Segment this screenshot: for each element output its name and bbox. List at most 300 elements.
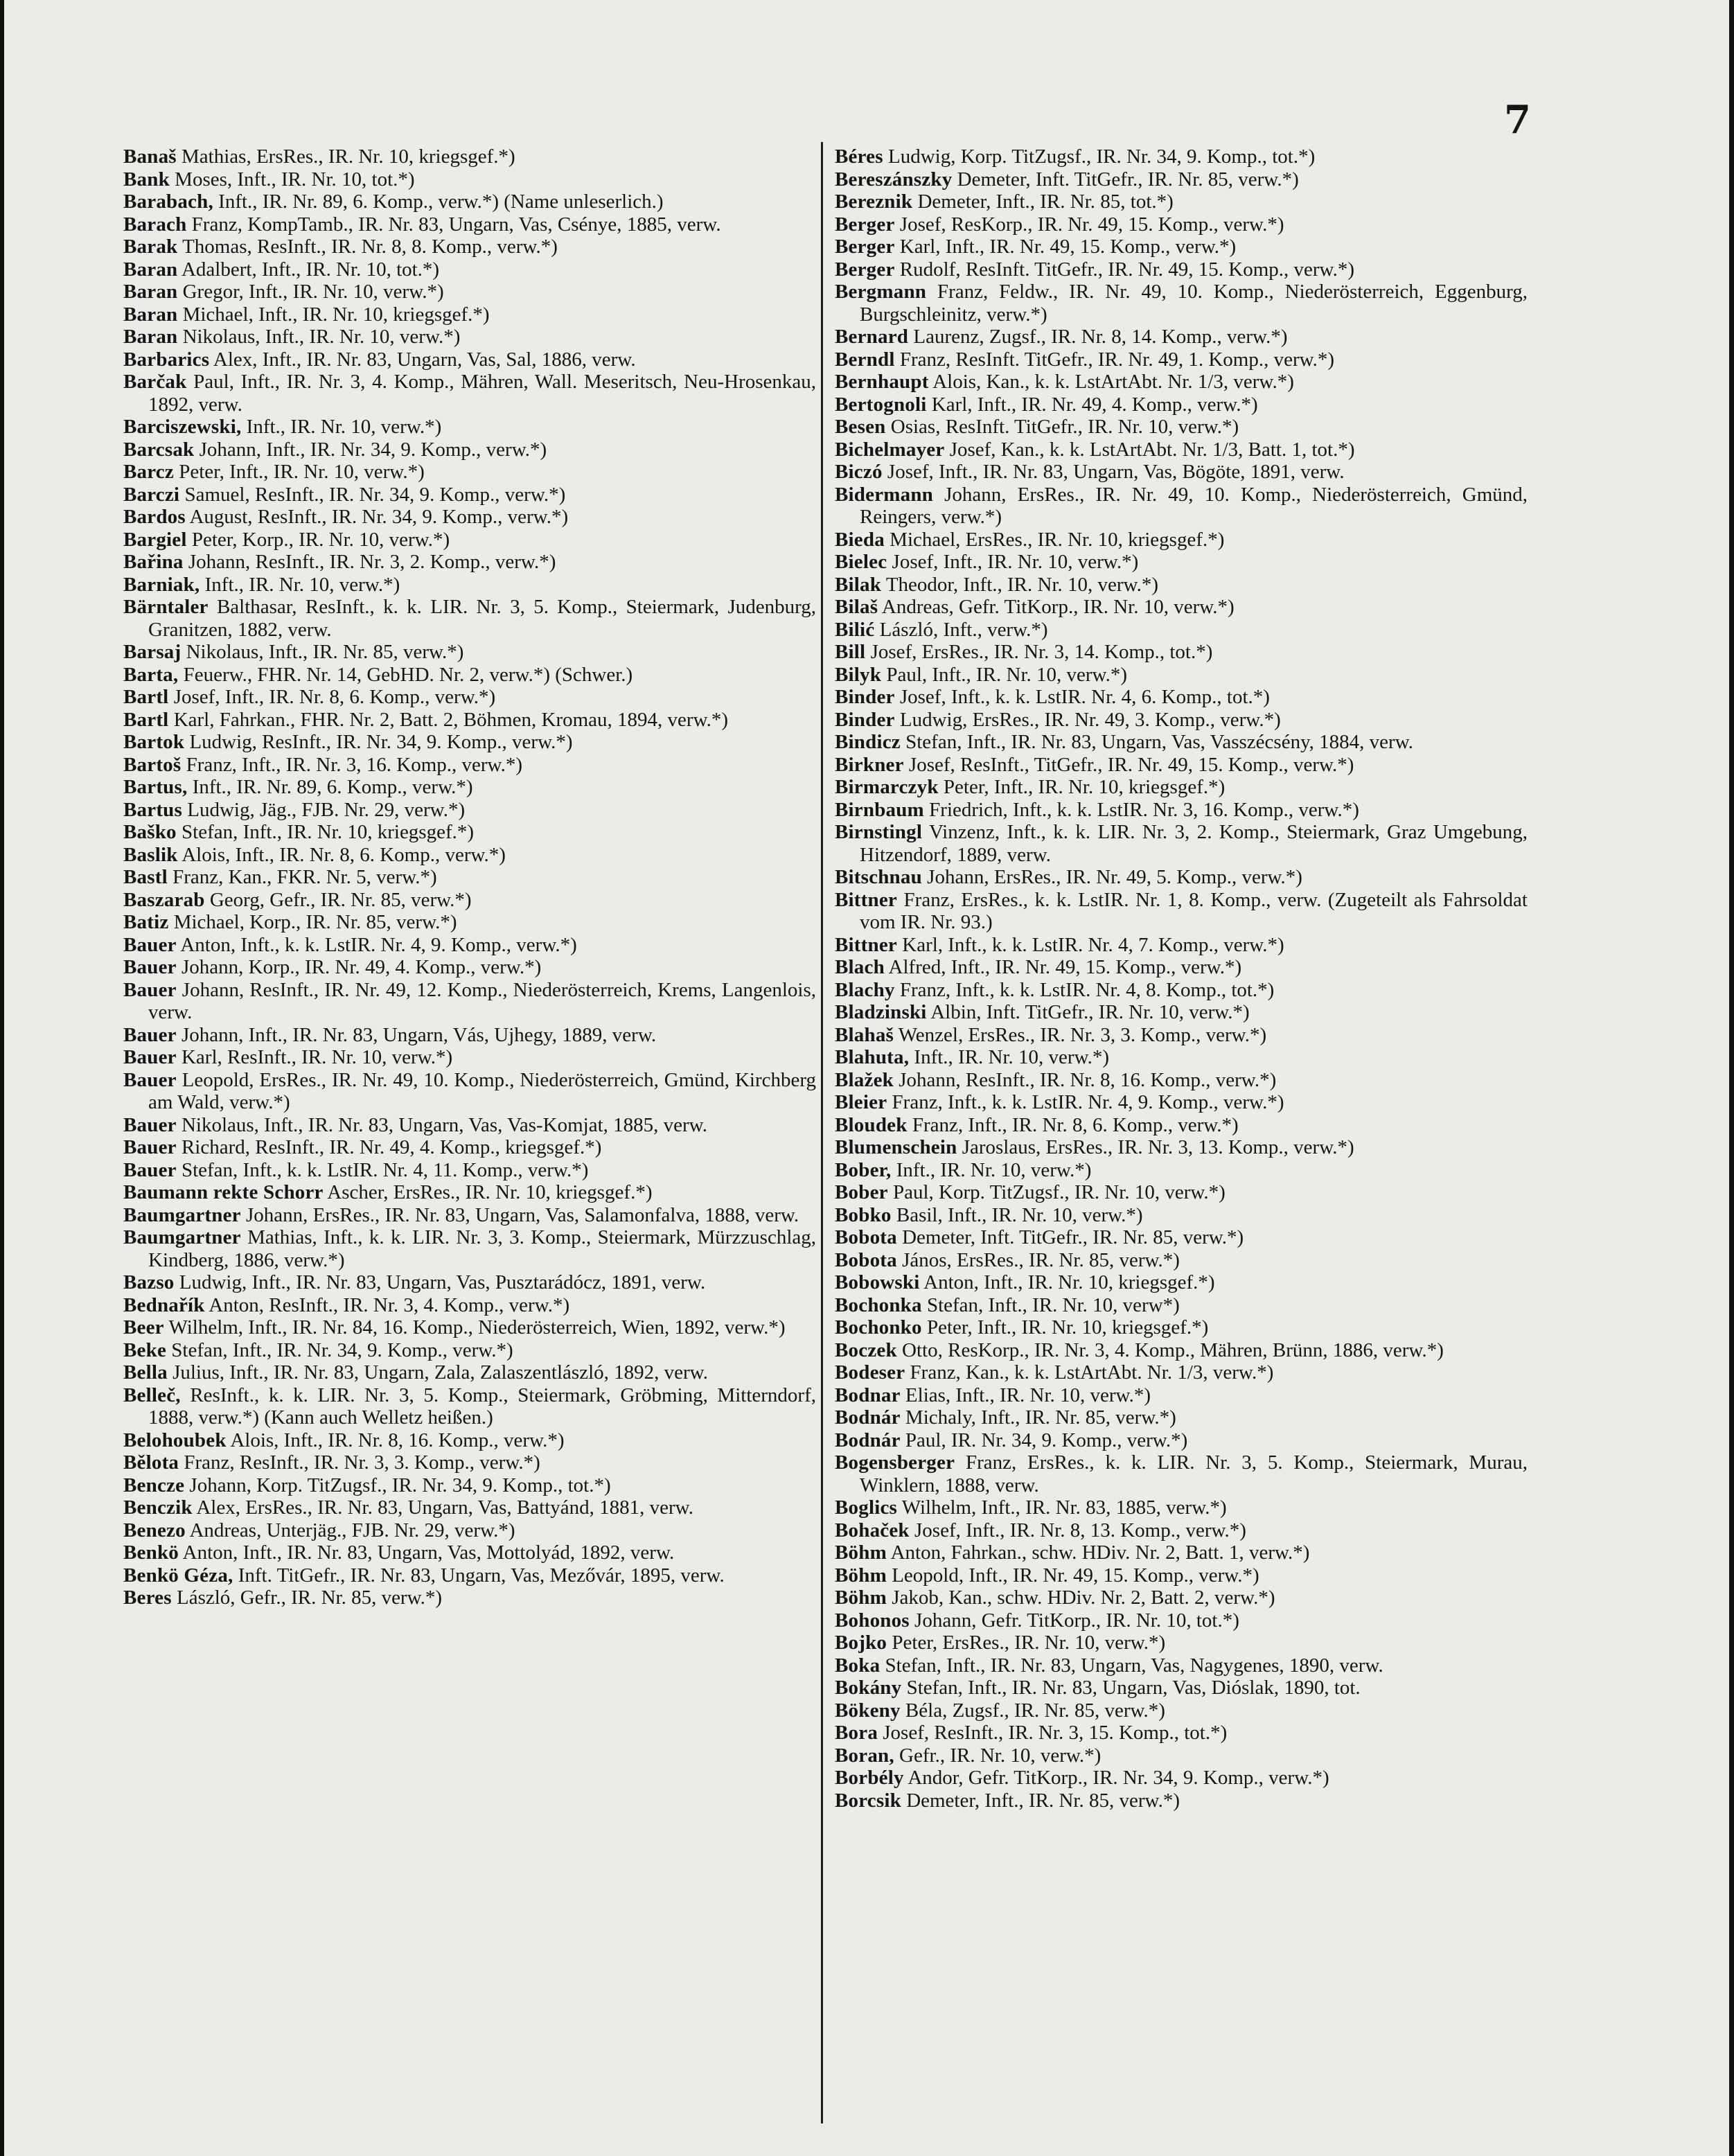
entry-details: Josef, Inft., IR. Nr. 8, 6. Komp., verw.*) [168, 686, 496, 708]
entry-surname: Bohonos [835, 1609, 910, 1632]
entry-surname: Baumgartner [123, 1226, 241, 1248]
entry-surname: Barniak, [123, 573, 200, 596]
entry-details: Josef, ErsRes., IR. Nr. 3, 14. Komp., tot.*) [865, 641, 1213, 663]
entry-surname: Bělota [123, 1451, 179, 1474]
list-entry [123, 1496, 816, 1519]
entry-details: Samuel, ResInft., IR. Nr. 34, 9. Komp., verw.*) [179, 483, 566, 506]
entry-details: Jakob, Kan., schw. HDiv. Nr. 2, Batt. 2, verw.*) [886, 1587, 1275, 1609]
list-entry [123, 145, 816, 168]
list-entry [835, 1339, 1528, 1362]
list-entry [835, 731, 1528, 754]
entry-details: Michael, Inft., IR. Nr. 10, kriegsgef.*) [177, 303, 490, 326]
list-entry [835, 1722, 1528, 1744]
list-entry [835, 1519, 1528, 1542]
entry-details: Anton, Fahrkan., schw. HDiv. Nr. 2, Batt. 1, verw.*) [886, 1541, 1310, 1564]
entry-details: Anton, ResInft., IR. Nr. 3, 4. Komp., verw.*) [204, 1293, 570, 1316]
entry-details: Johann, ErsRes., IR. Nr. 83, Ungarn, Vas, Salamonfalva, 1888, verw. [240, 1203, 799, 1226]
list-entry [835, 394, 1528, 416]
entry-surname: Boczek [835, 1338, 897, 1361]
list-entry [123, 1361, 816, 1384]
entry-surname: Barak [123, 236, 178, 258]
list-entry [123, 911, 816, 934]
entry-surname: Boglics [835, 1496, 898, 1519]
list-entry [835, 1294, 1528, 1317]
entry-details: Franz, ResInft., IR. Nr. 3, 3. Komp., verw.*) [179, 1451, 540, 1474]
list-entry [835, 145, 1528, 168]
entry-details: Inft., IR. Nr. 89, 6. Komp., verw.*) [187, 776, 473, 798]
entry-details: Richard, ResInft., IR. Nr. 49, 4. Komp., kriegsgef.*) [176, 1136, 602, 1158]
list-entry [123, 1204, 816, 1227]
entry-details: Andor, Gefr. TitKorp., IR. Nr. 34, 9. Komp., verw.*) [903, 1767, 1329, 1789]
entry-surname: Bartoš [123, 753, 182, 776]
entry-details: Peter, Inft., IR. Nr. 10, kriegsgef.*) [921, 1316, 1209, 1338]
entry-surname: Biczó [835, 461, 883, 483]
list-entry [835, 1316, 1528, 1339]
entry-details: Stefan, Inft., IR. Nr. 34, 9. Komp., verw.*) [166, 1338, 513, 1361]
entry-details: Demeter, Inft., IR. Nr. 85, verw.*) [901, 1789, 1180, 1812]
entry-surname: Blahaš [835, 1023, 894, 1046]
list-entry [835, 1541, 1528, 1564]
list-entry [123, 934, 816, 957]
list-entry [835, 213, 1528, 236]
list-entry [123, 258, 816, 281]
entry-details: Josef, Inft., k. k. LstIR. Nr. 4, 6. Komp., tot.*) [894, 686, 1270, 708]
list-entry [123, 574, 816, 597]
entry-details: Anton, Inft., IR. Nr. 83, Ungarn, Vas, Mottolyád, 1892, verw. [178, 1541, 675, 1564]
entry-surname: Bartok [123, 731, 185, 753]
entry-details: Demeter, Inft., IR. Nr. 85, tot.*) [912, 191, 1174, 213]
entry-details: Wilhelm, Inft., IR. Nr. 84, 16. Komp., Niederösterreich, Wien, 1892, verw.*) [163, 1316, 786, 1338]
list-entry [835, 1564, 1528, 1587]
entry-details: Peter, Inft., IR. Nr. 10, verw.*) [173, 461, 425, 483]
entry-surname: Bill [835, 641, 866, 663]
list-entry [123, 1226, 816, 1271]
entry-details: Franz, ErsRes., k. k. LstIR. Nr. 1, 8. Komp., verw. (Zugeteilt als Fahrsoldat vom IR. Nr. 93.) [860, 888, 1528, 933]
list-entry [123, 889, 816, 912]
entry-details: Johann, ResInft., IR. Nr. 8, 16. Komp., verw.*) [893, 1068, 1277, 1091]
list-entry [835, 439, 1528, 461]
entry-details: Josef, ResInft., IR. Nr. 3, 15. Komp., tot.*) [878, 1722, 1228, 1744]
list-entry [123, 1316, 816, 1339]
entry-details: Ludwig, Korp. TitZugsf., IR. Nr. 34, 9. Komp., tot.*) [883, 145, 1316, 168]
list-entry [835, 866, 1528, 889]
entry-surname: Berger [835, 213, 895, 236]
entry-details: Johann, ResInft., IR. Nr. 49, 12. Komp., Niederösterreich, Krems, Langenlois, verw. [148, 978, 816, 1023]
entry-surname: Bodnár [835, 1406, 901, 1429]
entry-surname: Besen [835, 416, 886, 438]
entry-details: Ludwig, ResInft., IR. Nr. 34, 9. Komp., verw.*) [184, 731, 573, 753]
entry-surname: Baran [123, 258, 178, 281]
entry-details: Inft., IR. Nr. 10, verw.*) [909, 1046, 1110, 1068]
entry-surname: Benezo [123, 1519, 186, 1541]
list-entry [835, 619, 1528, 642]
entry-details: Franz, Feldw., IR. Nr. 49, 10. Komp., Niederösterreich, Eggenburg, Burgschleinitz, verw.*) [860, 281, 1528, 326]
list-entry [835, 1114, 1528, 1137]
entry-details: Ascher, ErsRes., IR. Nr. 10, kriegsgef.*) [323, 1181, 653, 1203]
list-entry [123, 821, 816, 844]
entry-details: Nikolaus, Inft., IR. Nr. 85, verw.*) [181, 641, 464, 663]
entry-surname: Barczi [123, 483, 180, 506]
entry-details: Nikolaus, Inft., IR. Nr. 83, Ungarn, Vas, Vas-Komjat, 1885, verw. [176, 1113, 707, 1136]
entry-details: Stefan, Inft., IR. Nr. 10, kriegsgef.*) [176, 821, 475, 843]
entry-surname: Blumenschein [835, 1136, 957, 1158]
entry-details: ResInft., k. k. LIR. Nr. 3, 5. Komp., Steiermark, Gröbming, Mitterndorf, 1888, verw.*) (Kann auch Welletz heißen.) [148, 1384, 816, 1429]
list-entry [123, 1429, 816, 1452]
entry-details: Friedrich, Inft., k. k. LstIR. Nr. 3, 16. Komp., verw.*) [923, 798, 1359, 821]
list-entry [123, 348, 816, 371]
scan-edge-right [1729, 0, 1734, 2156]
entry-surname: Bauer [123, 1023, 177, 1046]
entry-details: Albin, Inft. TitGefr., IR. Nr. 10, verw.*) [926, 1001, 1250, 1023]
entry-details: Johann, Gefr. TitKorp., IR. Nr. 10, tot.*) [909, 1609, 1239, 1632]
entry-details: Karl, Inft., IR. Nr. 49, 4. Komp., verw.*) [926, 393, 1258, 416]
entry-details: Nikolaus, Inft., IR. Nr. 10, verw.*) [177, 326, 461, 348]
entry-details: Alfred, Inft., IR. Nr. 49, 15. Komp., verw.*) [884, 956, 1242, 978]
entry-surname: Bertognoli [835, 393, 927, 416]
right-column [835, 145, 1528, 1812]
list-entry [835, 416, 1528, 439]
entry-surname: Beer [123, 1316, 164, 1338]
list-entry [123, 754, 816, 777]
entry-details: Mathias, Inft., k. k. LIR. Nr. 3, 3. Komp., Steiermark, Mürzzuschlag, Kindberg, 1886, verw.*) [148, 1226, 816, 1271]
entry-surname: Baško [123, 821, 177, 843]
entry-surname: Bielec [835, 551, 887, 573]
entry-details: Franz, KompTamb., IR. Nr. 83, Ungarn, Vas, Csénye, 1885, verw. [186, 213, 721, 236]
entry-surname: Barta, [123, 663, 179, 686]
entry-details: Franz, ResInft. TitGefr., IR. Nr. 49, 1. Komp., verw.*) [894, 348, 1335, 371]
entry-surname: Bodnár [835, 1429, 901, 1451]
entry-surname: Bauer [123, 1136, 177, 1158]
list-entry [835, 1249, 1528, 1272]
list-entry [123, 191, 816, 213]
entry-surname: Bernard [835, 326, 909, 348]
list-entry [123, 709, 816, 732]
entry-surname: Birnbaum [835, 798, 924, 821]
entry-surname: Bober [835, 1181, 888, 1203]
entry-details: Franz, ErsRes., k. k. LIR. Nr. 3, 5. Komp., Steiermark, Murau, Winklern, 1888, verw. [860, 1451, 1528, 1496]
list-entry [835, 754, 1528, 777]
list-entry [123, 686, 816, 709]
entry-details: Laurenz, Zugsf., IR. Nr. 8, 14. Komp., verw.*) [908, 326, 1288, 348]
entry-details: Franz, Kan., k. k. LstArtAbt. Nr. 1/3, verw.*) [905, 1361, 1274, 1384]
entry-details: Peter, Inft., IR. Nr. 10, kriegsgef.*) [938, 776, 1226, 798]
entry-surname: Bilić [835, 618, 875, 641]
entry-surname: Bernhaupt [835, 371, 929, 393]
list-entry [123, 799, 816, 822]
entry-surname: Boran, [835, 1744, 894, 1767]
list-entry [835, 709, 1528, 732]
list-entry [835, 686, 1528, 709]
list-entry [123, 664, 816, 687]
list-entry [835, 1429, 1528, 1452]
entry-surname: Bazso [123, 1271, 175, 1293]
entry-surname: Belohoubek [123, 1429, 227, 1451]
list-entry [835, 956, 1528, 979]
list-entry [123, 1587, 816, 1609]
list-entry [835, 236, 1528, 258]
list-entry [835, 821, 1528, 866]
entry-details: Michaly, Inft., IR. Nr. 85, verw.*) [900, 1406, 1176, 1429]
list-entry [123, 1339, 816, 1362]
entry-surname: Benkö Géza, [123, 1564, 233, 1587]
entry-surname: Beres [123, 1587, 172, 1609]
entry-details: Franz, Inft., k. k. LstIR. Nr. 4, 8. Komp., tot.*) [894, 978, 1275, 1001]
entry-details: Alois, Inft., IR. Nr. 8, 6. Komp., verw.*) [177, 843, 506, 866]
list-entry [835, 326, 1528, 348]
entry-surname: Banaš [123, 145, 177, 168]
entry-surname: Baran [123, 326, 178, 348]
entry-details: Josef, Inft., IR. Nr. 10, verw.*) [887, 551, 1139, 573]
entry-details: Karl, Inft., k. k. LstIR. Nr. 4, 7. Komp., verw.*) [897, 933, 1284, 956]
entry-details: Demeter, Inft. TitGefr., IR. Nr. 85, verw.*) [952, 168, 1299, 191]
entry-details: Inft., IR. Nr. 10, verw.*) [891, 1158, 1092, 1181]
list-entry [123, 1451, 816, 1474]
list-entry [123, 1069, 816, 1114]
list-entry [123, 506, 816, 529]
entry-surname: Baumann rekte Schorr [123, 1181, 324, 1203]
list-entry [123, 529, 816, 551]
entry-details: Stefan, Inft., k. k. LstIR. Nr. 4, 11. Komp., verw.*) [176, 1158, 589, 1181]
entry-surname: Bökeny [835, 1699, 901, 1722]
entry-surname: Batiz [123, 911, 169, 933]
entry-surname: Bodeser [835, 1361, 905, 1384]
list-entry [835, 664, 1528, 687]
entry-details: Stefan, Inft., IR. Nr. 10, verw*) [921, 1293, 1180, 1316]
list-entry [123, 641, 816, 664]
list-entry [835, 934, 1528, 957]
entry-surname: Barabach, [123, 191, 213, 213]
list-entry [123, 281, 816, 303]
entry-surname: Barcsak [123, 438, 195, 461]
entry-surname: Belleč, [123, 1384, 181, 1406]
entry-details: Johann, Korp., IR. Nr. 49, 4. Komp., verw.*) [176, 956, 542, 978]
entry-surname: Baran [123, 281, 178, 303]
entry-details: Franz, Inft., IR. Nr. 8, 6. Komp., verw.*) [907, 1113, 1239, 1136]
entry-details: Demeter, Inft. TitGefr., IR. Nr. 85, verw.*) [896, 1226, 1244, 1248]
entry-details: Moses, Inft., IR. Nr. 10, tot.*) [169, 168, 415, 191]
entry-surname: Bauer [123, 1046, 177, 1068]
entry-surname: Bauer [123, 1113, 177, 1136]
entry-details: Inft., IR. Nr. 89, 6. Komp., verw.*) (Name unleserlich.) [213, 191, 664, 213]
entry-surname: Bochonka [835, 1293, 922, 1316]
entry-details: Paul, IR. Nr. 34, 9. Komp., verw.*) [900, 1429, 1188, 1451]
entry-details: Josef, Inft., IR. Nr. 83, Ungarn, Vas, Bögöte, 1891, verw. [882, 461, 1345, 483]
entry-details: Vinzenz, Inft., k. k. LIR. Nr. 3, 2. Komp., Steiermark, Graz Umgebung, Hitzendorf, 1889, verw. [860, 821, 1528, 866]
list-entry [835, 1181, 1528, 1204]
entry-surname: Beke [123, 1338, 167, 1361]
entry-details: August, ResInft., IR. Nr. 34, 9. Komp., verw.*) [185, 506, 569, 528]
list-entry [835, 461, 1528, 484]
entry-surname: Bargiel [123, 528, 187, 551]
entry-surname: Bobota [835, 1248, 897, 1271]
list-entry [835, 1790, 1528, 1812]
list-entry [835, 641, 1528, 664]
list-entry [123, 979, 816, 1024]
entry-surname: Barcz [123, 461, 174, 483]
list-entry [123, 731, 816, 754]
entry-details: Stefan, Inft., IR. Nr. 83, Ungarn, Vas, Dióslak, 1890, tot. [901, 1677, 1361, 1699]
entry-details: Alois, Kan., k. k. LstArtAbt. Nr. 1/3, verw.*) [928, 371, 1294, 393]
entry-surname: Bleier [835, 1091, 887, 1113]
entry-details: Johann, ResInft., IR. Nr. 3, 2. Komp., verw.*) [183, 551, 556, 573]
entry-details: Wenzel, ErsRes., IR. Nr. 3, 3. Komp., verw.*) [894, 1023, 1267, 1046]
entry-details: Karl, Inft., IR. Nr. 49, 15. Komp., verw.*) [894, 236, 1237, 258]
list-entry [123, 776, 816, 799]
entry-details: János, ErsRes., IR. Nr. 85, verw.*) [896, 1248, 1180, 1271]
entry-details: Gefr., IR. Nr. 10, verw.*) [894, 1744, 1102, 1767]
entry-surname: Berndl [835, 348, 895, 371]
list-entry [123, 484, 816, 506]
entry-surname: Bobowski [835, 1271, 920, 1293]
entry-details: Stefan, Inft., IR. Nr. 83, Ungarn, Vas, Vasszécsény, 1884, verw. [900, 731, 1414, 753]
entry-surname: Bella [123, 1361, 168, 1384]
entry-surname: Blahuta, [835, 1046, 910, 1068]
entry-surname: Benkö [123, 1541, 179, 1564]
entry-surname: Bohaček [835, 1519, 910, 1541]
entry-surname: Béres [835, 145, 883, 168]
list-entry [835, 281, 1528, 326]
entry-surname: Böhm [835, 1587, 887, 1609]
list-entry [835, 574, 1528, 597]
entry-details: Ludwig, Inft., IR. Nr. 83, Ungarn, Vas, Pusztarádócz, 1891, verw. [174, 1271, 706, 1293]
entry-details: Josef, ResKorp., IR. Nr. 49, 15. Komp., verw.*) [894, 213, 1284, 236]
entry-details: Theodor, Inft., IR. Nr. 10, verw.*) [881, 573, 1159, 596]
entry-details: Johann, Inft., IR. Nr. 83, Ungarn, Vás, Ujhegy, 1889, verw. [176, 1023, 657, 1046]
entry-surname: Baszarab [123, 888, 205, 911]
entry-surname: Bereszánszky [835, 168, 953, 191]
list-entry [123, 1159, 816, 1182]
entry-details: Julius, Inft., IR. Nr. 83, Ungarn, Zala, Zalaszentlászló, 1892, verw. [167, 1361, 708, 1384]
entry-details: Adalbert, Inft., IR. Nr. 10, tot.*) [177, 258, 440, 281]
entry-details: Otto, ResKorp., IR. Nr. 3, 4. Komp., Mähren, Brünn, 1886, verw.*) [896, 1338, 1444, 1361]
entry-details: Andreas, Gefr. TitKorp., IR. Nr. 10, verw.*) [878, 596, 1235, 618]
list-entry [123, 213, 816, 236]
entry-surname: Bencze [123, 1474, 185, 1496]
entry-surname: Bichelmayer [835, 438, 945, 461]
entry-surname: Bank [123, 168, 170, 191]
list-entry [123, 1474, 816, 1497]
list-entry [835, 596, 1528, 619]
entry-details: Inft., IR. Nr. 10, verw.*) [241, 416, 442, 438]
column-divider [821, 142, 823, 2123]
list-entry [835, 1677, 1528, 1699]
entry-details: Paul, Inft., IR. Nr. 10, verw.*) [881, 663, 1128, 686]
list-entry [123, 371, 816, 416]
list-entry [835, 979, 1528, 1002]
entry-details: Alex, ErsRes., IR. Nr. 83, Ungarn, Vas, Battyánd, 1881, verw. [192, 1496, 693, 1519]
entry-surname: Birmarczyk [835, 776, 939, 798]
entry-details: Leopold, ErsRes., IR. Nr. 49, 10. Komp., Niederösterreich, Gmünd, Kirchberg am Wald, verw.*) [148, 1068, 816, 1113]
entry-surname: Blažek [835, 1068, 894, 1091]
entry-surname: Bittner [835, 933, 897, 956]
entry-details: Béla, Zugsf., IR. Nr. 85, verw.*) [900, 1699, 1165, 1722]
left-column [123, 145, 816, 1609]
entry-details: Peter, Korp., IR. Nr. 10, verw.*) [186, 528, 450, 551]
list-entry [123, 439, 816, 461]
entry-surname: Bärntaler [123, 596, 209, 618]
entry-details: Paul, Korp. TitZugsf., IR. Nr. 10, verw.*) [887, 1181, 1226, 1203]
entry-surname: Bobko [835, 1203, 892, 1226]
list-entry [123, 1136, 816, 1159]
list-entry [123, 1114, 816, 1137]
entry-surname: Bieda [835, 528, 885, 551]
list-entry [835, 1226, 1528, 1249]
entry-details: Gregor, Inft., IR. Nr. 10, verw.*) [177, 281, 444, 303]
list-entry [835, 799, 1528, 822]
entry-details: Leopold, Inft., IR. Nr. 49, 15. Komp., verw.*) [886, 1564, 1259, 1587]
list-entry [123, 956, 816, 979]
list-entry [835, 1024, 1528, 1047]
list-entry [123, 1271, 816, 1294]
entry-surname: Borbély [835, 1767, 904, 1789]
list-entry [123, 236, 816, 258]
entry-details: Alex, Inft., IR. Nr. 83, Ungarn, Vas, Sal, 1886, verw. [209, 348, 636, 371]
list-entry [835, 1069, 1528, 1092]
entry-details: Johann, Inft., IR. Nr. 34, 9. Komp., verw.*) [194, 438, 547, 461]
entry-details: Franz, Kan., FKR. Nr. 5, verw.*) [167, 866, 437, 888]
entry-surname: Bauer [123, 978, 177, 1001]
entry-surname: Barbarics [123, 348, 210, 371]
entry-surname: Birnstingl [835, 821, 923, 843]
scan-edge-left [0, 0, 4, 2156]
entry-details: László, Inft., verw.*) [874, 618, 1048, 641]
list-entry [123, 844, 816, 867]
list-entry [123, 866, 816, 889]
entry-details: Andreas, Unterjäg., FJB. Nr. 29, verw.*) [185, 1519, 515, 1541]
entry-details: Anton, Inft., IR. Nr. 10, kriegsgef.*) [919, 1271, 1215, 1293]
list-entry [835, 1632, 1528, 1654]
list-entry [123, 303, 816, 326]
entry-details: Anton, Inft., k. k. LstIR. Nr. 4, 9. Komp., verw.*) [176, 933, 577, 956]
entry-surname: Bilaš [835, 596, 878, 618]
list-entry [835, 1767, 1528, 1790]
entry-details: Alois, Inft., IR. Nr. 8, 16. Komp., verw.*) [226, 1429, 565, 1451]
entry-details: Paul, Inft., IR. Nr. 3, 4. Komp., Mähren, Wall. Meseritsch, Neu-Hrosenkau, 1892, verw. [148, 371, 816, 416]
entry-surname: Binder [835, 686, 895, 708]
entry-surname: Bastl [123, 866, 168, 888]
list-entry [123, 326, 816, 348]
entry-surname: Bittner [835, 888, 897, 911]
list-entry [835, 1744, 1528, 1767]
entry-details: Basil, Inft., IR. Nr. 10, verw.*) [891, 1203, 1143, 1226]
list-entry [835, 1609, 1528, 1632]
list-entry [835, 889, 1528, 934]
entry-surname: Borcsik [835, 1789, 901, 1812]
entry-surname: Benczik [123, 1496, 193, 1519]
entry-details: Franz, Inft., IR. Nr. 3, 16. Komp., verw.*) [181, 753, 523, 776]
entry-surname: Birkner [835, 753, 904, 776]
list-entry [835, 1136, 1528, 1159]
list-entry [835, 1587, 1528, 1609]
page-number: 7 [1504, 97, 1531, 143]
entry-surname: Bindicz [835, 731, 901, 753]
entry-details: Elias, Inft., IR. Nr. 10, verw.*) [900, 1384, 1151, 1406]
list-entry [123, 1024, 816, 1047]
list-entry [835, 258, 1528, 281]
entry-details: Johann, Korp. TitZugsf., IR. Nr. 34, 9. Komp., tot.*) [184, 1474, 611, 1496]
list-entry [835, 168, 1528, 191]
entry-details: Michael, Korp., IR. Nr. 85, verw.*) [168, 911, 457, 933]
entry-details: Wilhelm, Inft., IR. Nr. 83, 1885, verw.*) [897, 1496, 1227, 1519]
entry-surname: Bartus, [123, 776, 188, 798]
entry-surname: Bařina [123, 551, 184, 573]
entry-details: Osias, ResInft. TitGefr., IR. Nr. 10, verw.*) [885, 416, 1239, 438]
entry-details: Michael, ErsRes., IR. Nr. 10, kriegsgef.*) [884, 528, 1225, 551]
entry-details: Josef, Kan., k. k. LstArtAbt. Nr. 1/3, Batt. 1, tot.*) [944, 438, 1355, 461]
entry-surname: Bidermann [835, 483, 933, 506]
list-entry [835, 1451, 1528, 1496]
list-entry [123, 596, 816, 641]
